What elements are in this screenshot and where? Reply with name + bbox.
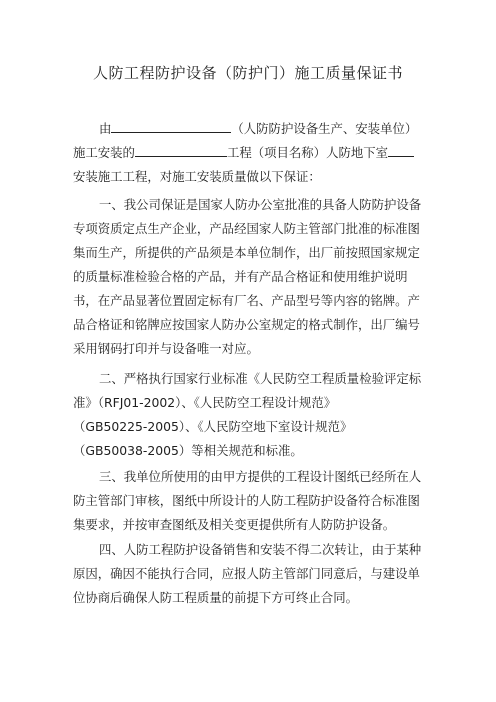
section-4-line: 位协商后确保人防工程质量的前提下方可终止合同。 bbox=[73, 590, 358, 605]
section-2-line: （GB50225-2005）、《人民防空地下室设计规范》 bbox=[73, 419, 353, 434]
blank-basement bbox=[388, 141, 414, 157]
intro-line-3 bbox=[73, 165, 429, 189]
document-title: 人防工程防护设备（防护门）施工质量保证书 bbox=[92, 64, 403, 82]
blank-project-name bbox=[135, 141, 227, 157]
intro-text-1: 由 bbox=[99, 121, 112, 136]
section-3-line: 三、我单位所使用的由甲方提供的工程设计图纸已经所在人 bbox=[99, 469, 422, 484]
section-3-line: 防主管部门审核，图纸中所设计的人防工程防护设备符合标准图 bbox=[73, 493, 420, 508]
section-1-paragraph bbox=[73, 193, 429, 361]
section-3-line: 集要求，并按审查图纸及相关变更提供所有人防防护设备。 bbox=[73, 517, 396, 532]
section-1-line: 采用钢码打印并与设备唯一对应。 bbox=[73, 341, 259, 356]
intro-text-5: 安装施工工程，对施工安装质量做以下保证： bbox=[73, 169, 321, 184]
section-2-line: 准》（RFJ01-2002）、《人民防空工程设计规范》 bbox=[73, 395, 337, 410]
intro-text-2: （人防防护设备生产、安装单位） bbox=[231, 121, 418, 136]
section-4-line: 四、人防工程防护设备销售和安装不得二次转让，由于某种 bbox=[99, 542, 422, 557]
section-2-line: （GB50038-2005）等相关规范和标准。 bbox=[73, 443, 303, 458]
section-1-line: 一、我公司保证是国家人防办公室批准的具备人防防护设备 bbox=[99, 197, 422, 212]
intro-text-4: 工程（项目名称）人防地下室 bbox=[226, 145, 389, 160]
intro-text-3: 施工安装的 bbox=[73, 145, 135, 160]
section-1-line: 的质量标准检验合格的产品，并有产品合格证和使用维护说明 bbox=[73, 269, 408, 284]
blank-manufacturer bbox=[111, 117, 231, 133]
section-1-line: 书，在产品显著位置固定标有厂名、产品型号等内容的铭牌。产 bbox=[73, 293, 420, 308]
section-4-paragraph bbox=[73, 538, 429, 610]
section-1-line: 集而生产，所提供的产品须是本单位制作，出厂前按照国家规定 bbox=[73, 245, 420, 260]
section-3-paragraph bbox=[73, 465, 429, 537]
section-1-line: 专项资质定点生产企业，产品经国家人防主管部门批准的标准图 bbox=[73, 221, 420, 236]
section-4-line: 原因，确因不能执行合同，应报人防主管部门同意后，与建设单 bbox=[73, 566, 420, 581]
section-2-paragraph bbox=[73, 367, 429, 463]
intro-line-2 bbox=[73, 141, 429, 165]
intro-line-1 bbox=[73, 117, 429, 141]
intro-paragraph bbox=[73, 117, 429, 189]
section-1-line: 品合格证和铭牌应按国家人防办公室规定的格式制作，出厂编号 bbox=[73, 317, 420, 332]
section-2-line: 二、严格执行国家行业标准《人民防空工程质量检验评定标 bbox=[99, 371, 422, 386]
